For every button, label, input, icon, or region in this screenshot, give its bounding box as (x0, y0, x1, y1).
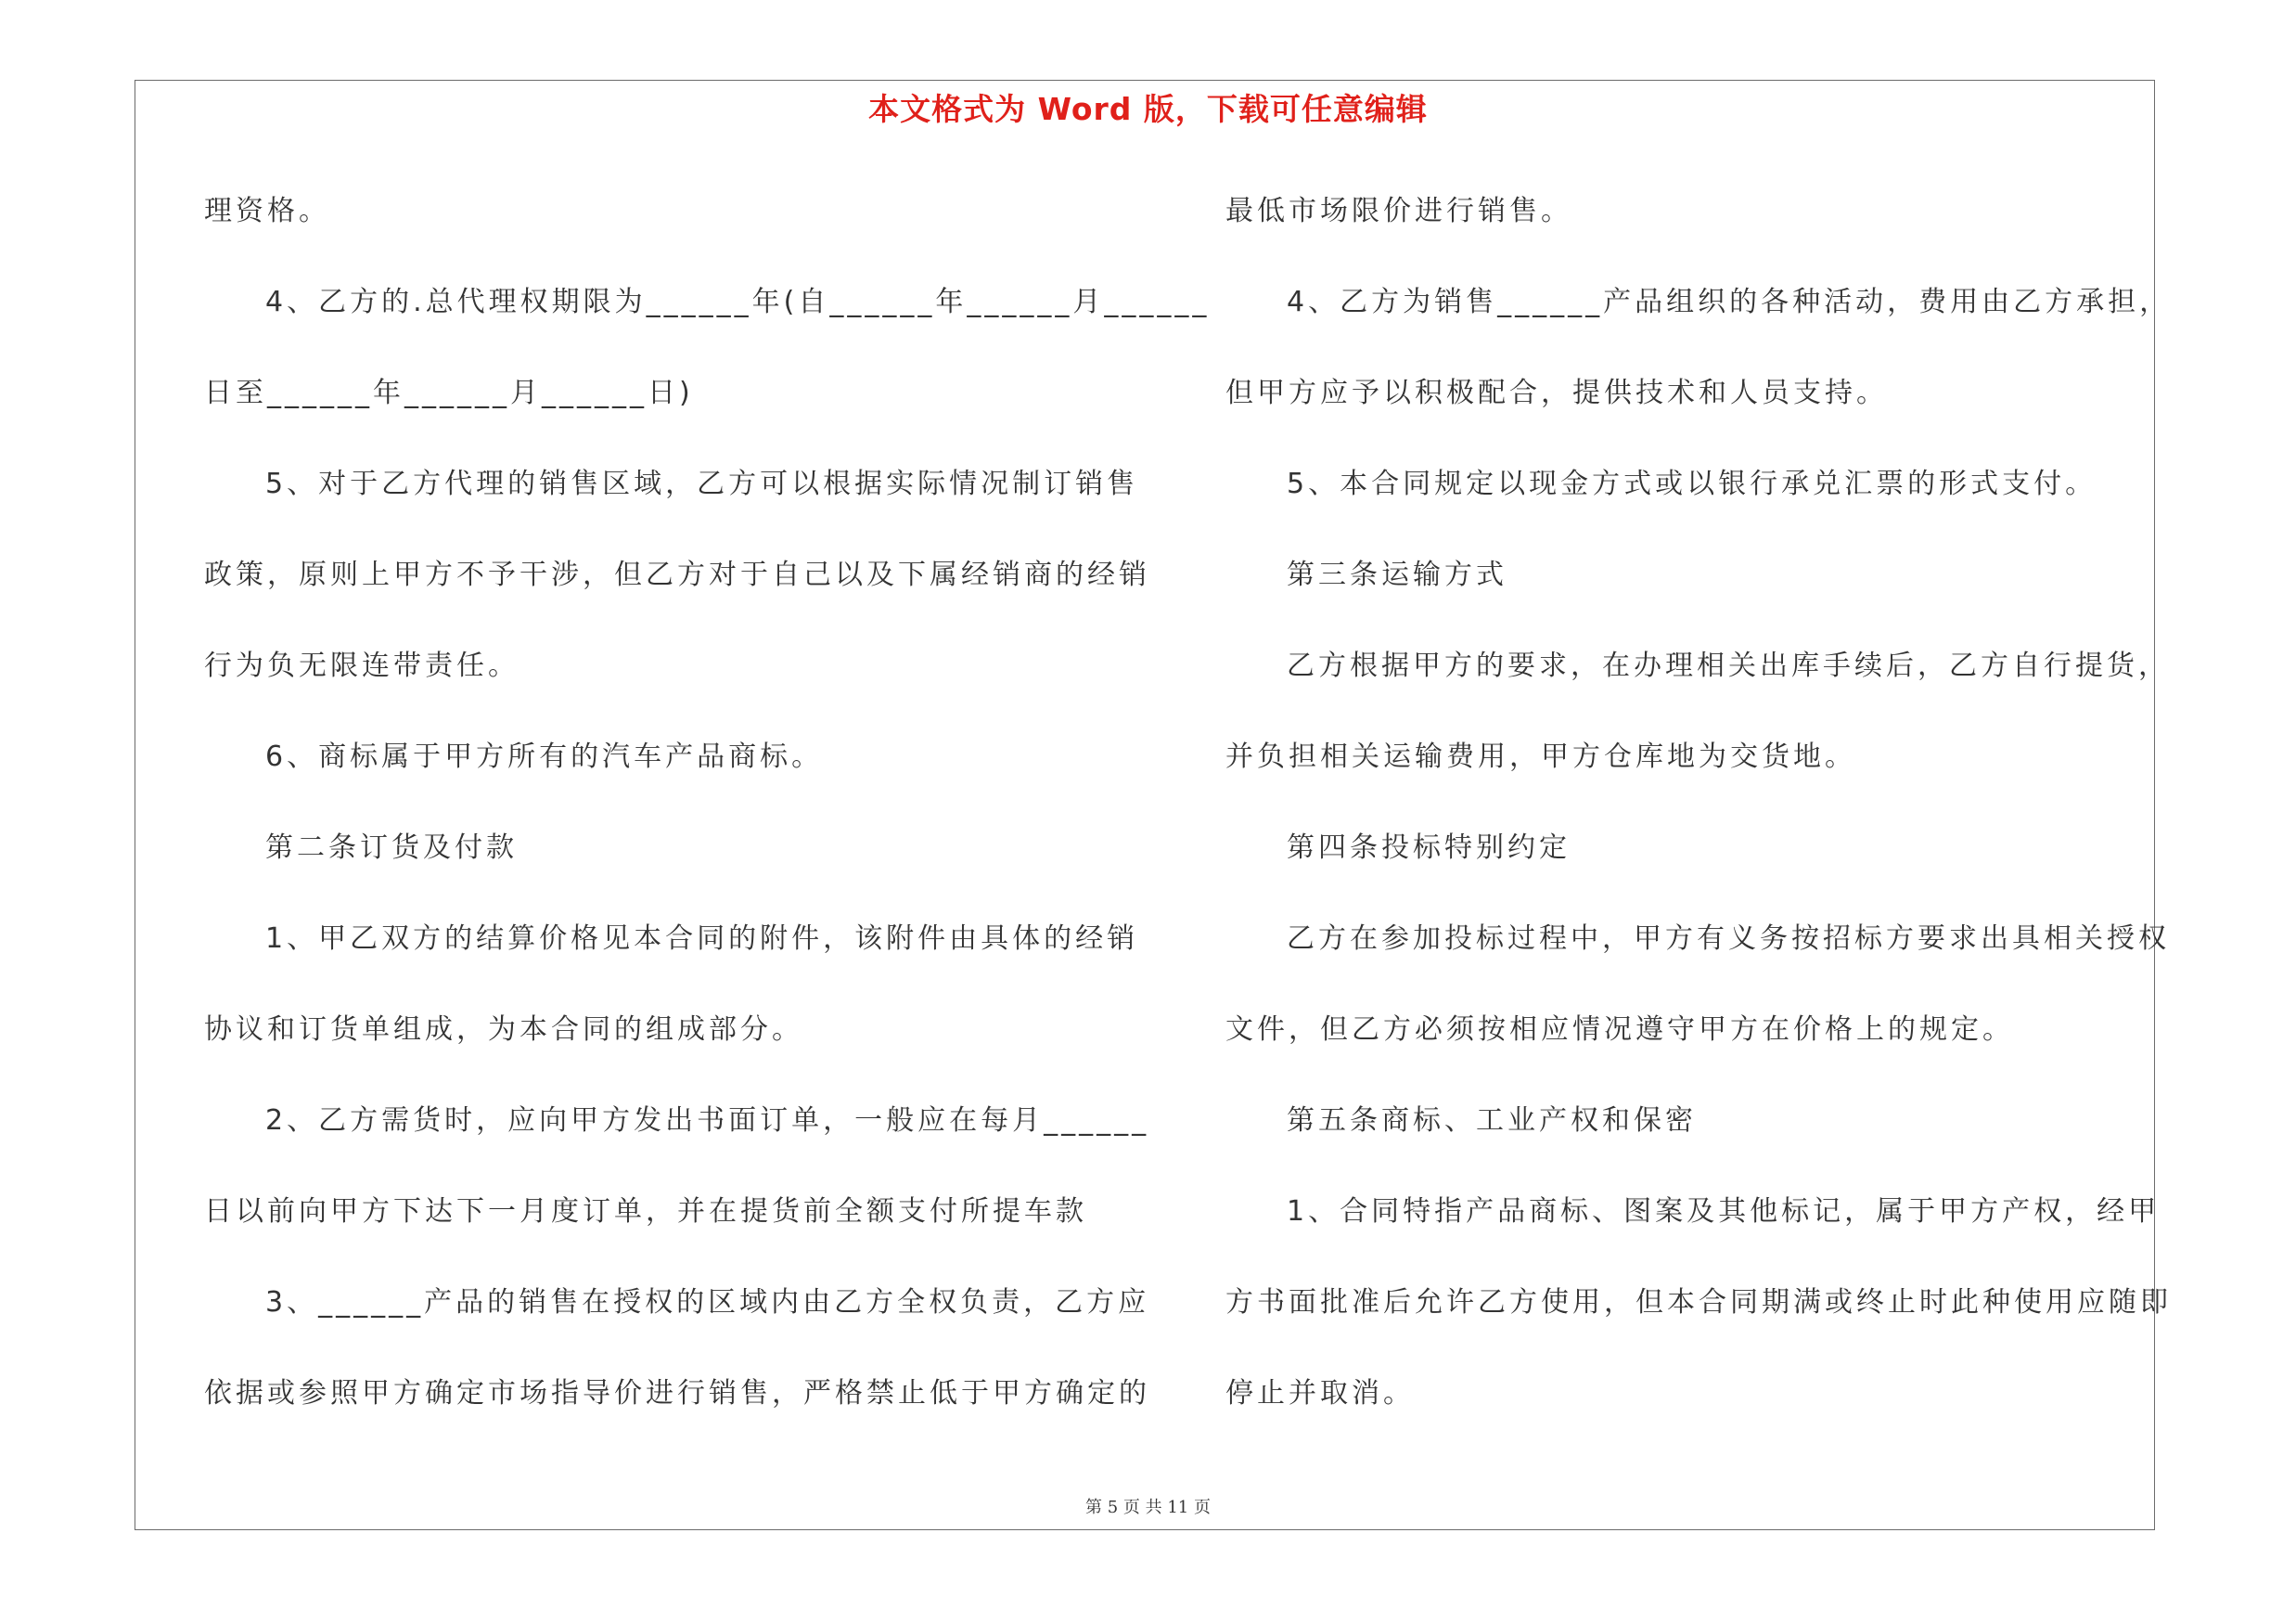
paragraph-line: 文件，但乙方必须按相应情况遵守甲方在价格上的规定。 (1225, 1013, 2014, 1046)
paragraph-line: 2、乙方需货时，应向甲方发出书面订单，一般应在每月______ (265, 1104, 1150, 1137)
paragraph-line: 并负担相关运输费用，甲方仓库地为交货地。 (1225, 741, 1856, 773)
paragraph-line: 第四条投标特别约定 (1287, 831, 1571, 864)
right-column (1225, 183, 2172, 1456)
paragraph-line: 1、合同特指产品商标、图案及其他标记，属于甲方产权，经甲 (1287, 1195, 2161, 1228)
left-column (204, 183, 1211, 1456)
paragraph-line: 依据或参照甲方确定市场指导价进行销售，严格禁止低于甲方确定的 (204, 1377, 1150, 1410)
paragraph-line: 第五条商标、工业产权和保密 (1287, 1104, 1697, 1137)
paragraph-line: 乙方根据甲方的要求，在办理相关出库手续后，乙方自行提货， (1287, 650, 2170, 682)
paragraph-line: 5、本合同规定以现金方式或以银行承兑汇票的形式支付。 (1287, 468, 2097, 500)
paragraph-line: 行为负无限连带责任。 (204, 650, 519, 682)
paragraph-line: 停止并取消。 (1225, 1377, 1415, 1410)
paragraph-line: 日至______年______月______日) (204, 377, 694, 409)
page-number-footer: 第 5 页 共 11 页 (1085, 1498, 1211, 1517)
paragraph-line: 3、______产品的销售在授权的区域内由乙方全权负责，乙方应 (265, 1286, 1150, 1319)
paragraph-line: 理资格。 (204, 195, 330, 227)
paragraph-line: 方书面批准后允许乙方使用，但本合同期满或终止时此种使用应随即 (1225, 1286, 2172, 1319)
paragraph-line: 最低市场限价进行销售。 (1225, 195, 1572, 227)
paragraph-line: 5、对于乙方代理的销售区域，乙方可以根据实际情况制订销售 (265, 468, 1139, 500)
paragraph-line: 1、甲乙双方的结算价格见本合同的附件，该附件由具体的经销 (265, 922, 1139, 955)
paragraph-line: 4、乙方的.总代理权期限为______年(自______年______月______ (265, 286, 1211, 318)
paragraph-line: 4、乙方为销售______产品组织的各种活动，费用由乙方承担， (1287, 286, 2172, 318)
paragraph-line: 协议和订货单组成，为本合同的组成部分。 (204, 1013, 803, 1046)
paragraph-line: 政策，原则上甲方不予干涉，但乙方对于自己以及下属经销商的经销 (204, 559, 1150, 591)
paragraph-line: 第二条订货及付款 (265, 831, 518, 864)
word-format-banner: 本文格式为 Word 版，下载可任意编辑 (868, 91, 1428, 127)
paragraph-line: 第三条运输方式 (1287, 559, 1507, 591)
paragraph-line: 6、商标属于甲方所有的汽车产品商标。 (265, 741, 824, 773)
paragraph-line: 但甲方应予以积极配合，提供技术和人员支持。 (1225, 377, 1888, 409)
paragraph-line: 日以前向甲方下达下一月度订单，并在提货前全额支付所提车款 (204, 1195, 1087, 1228)
paragraph-line: 乙方在参加投标过程中，甲方有义务按招标方要求出具相关授权 (1287, 922, 2170, 955)
